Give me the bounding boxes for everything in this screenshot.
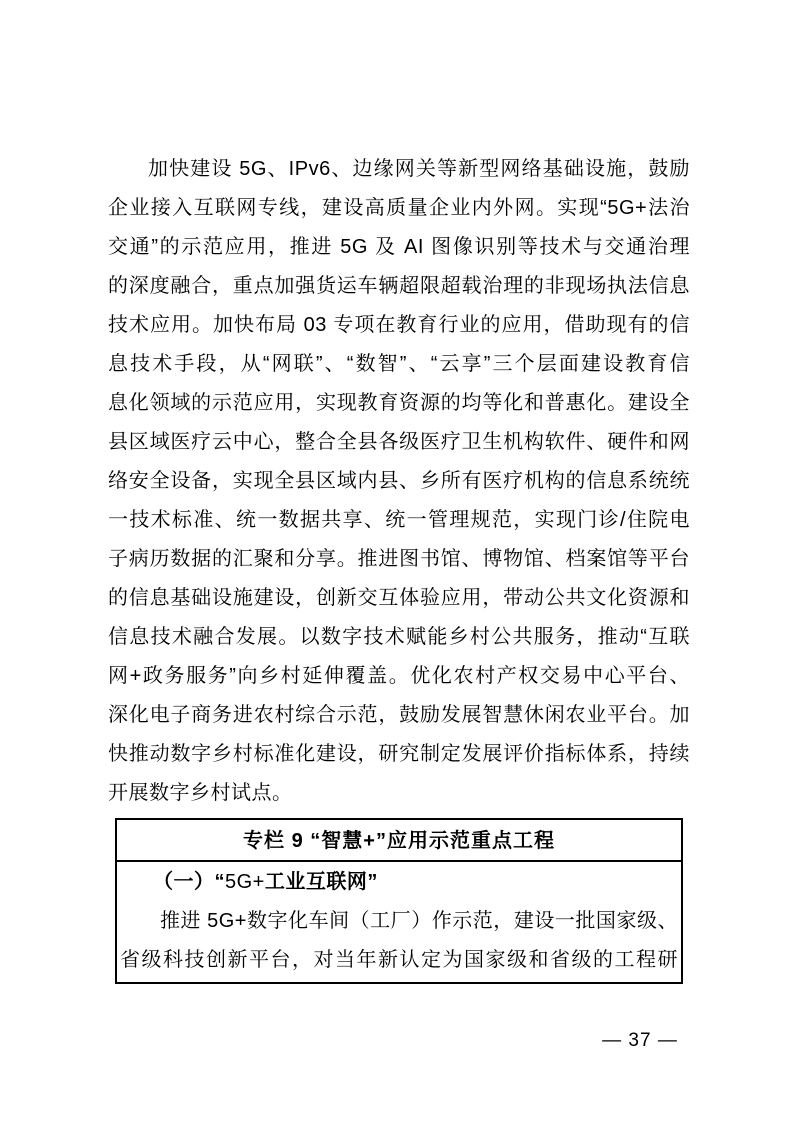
paragraph-line: 的深度融合，重点加强货运车辆超限超载治理的非现场执法信息 [108, 275, 690, 297]
callout-body-line: 推进 5G+数字化车间（工厂）作示范，建设一批国家级、 [160, 910, 678, 932]
paragraph-line: 息化领域的示范应用，实现教育资源的均等化和普惠化。建设全 [108, 392, 690, 414]
paragraph-line: 子病历数据的汇聚和分享。推进图书馆、博物馆、档案馆等平台 [108, 548, 690, 570]
callout-section-number: （一）“ [153, 871, 225, 893]
paragraph-line: 信息技术融合发展。以数字技术赋能乡村公共服务，推动“互联 [108, 626, 690, 648]
paragraph-line: 深化电子商务进农村综合示范，鼓励发展智慧休闲农业平台。加 [108, 704, 690, 726]
paragraph-line: 县区域医疗云中心，整合全县各级医疗卫生机构软件、硬件和网 [108, 431, 690, 453]
callout-box [115, 818, 683, 984]
callout-section-bold-text: 工业互联网” [264, 871, 378, 893]
paragraph-line: 交通”的示范应用，推进 5G 及 AI 图像识别等技术与交通治理 [108, 236, 690, 258]
paragraph-line: 加快建设 5G、IPv6、边缘网关等新型网络基础设施，鼓励 [148, 158, 690, 180]
callout-body-line: 省级科技创新平台，对当年新认定为国家级和省级的工程研 [120, 949, 678, 971]
paragraph-line: 网+政务服务”向乡村延伸覆盖。优化农村产权交易中心平台、 [108, 665, 690, 687]
paragraph-line: 一技术标准、统一数据共享、统一管理规范，实现门诊/住院电 [108, 509, 690, 531]
paragraph-line: 技术应用。加快布局 03 专项在教育行业的应用，借助现有的信 [108, 314, 690, 336]
callout-section-regular-text: 5G+ [225, 871, 265, 893]
paragraph-line: 企业接入互联网专线，建设高质量企业内外网。实现“5G+法治 [108, 197, 690, 219]
paragraph-line: 的信息基础设施建设，创新交互体验应用，带动公共文化资源和 [108, 587, 690, 609]
paragraph-line: 络安全设备，实现全县区域内县、乡所有医疗机构的信息系统统 [108, 470, 690, 492]
paragraph-line: 开展数字乡村试点。 [108, 782, 293, 804]
paragraph-line: 快推动数字乡村标准化建设，研究制定发展评价指标体系，持续 [108, 743, 690, 765]
paragraph-line: 息技术手段，从“网联”、“数智”、“云享”三个层面建设教育信 [108, 353, 690, 375]
page-number: — 37 — [602, 1030, 678, 1051]
body-text [108, 150, 690, 813]
callout-box-title: 专栏 9 “智慧+”应用示范重点工程 [117, 820, 681, 862]
callout-section-heading [120, 863, 678, 902]
callout-box-body [117, 862, 681, 980]
